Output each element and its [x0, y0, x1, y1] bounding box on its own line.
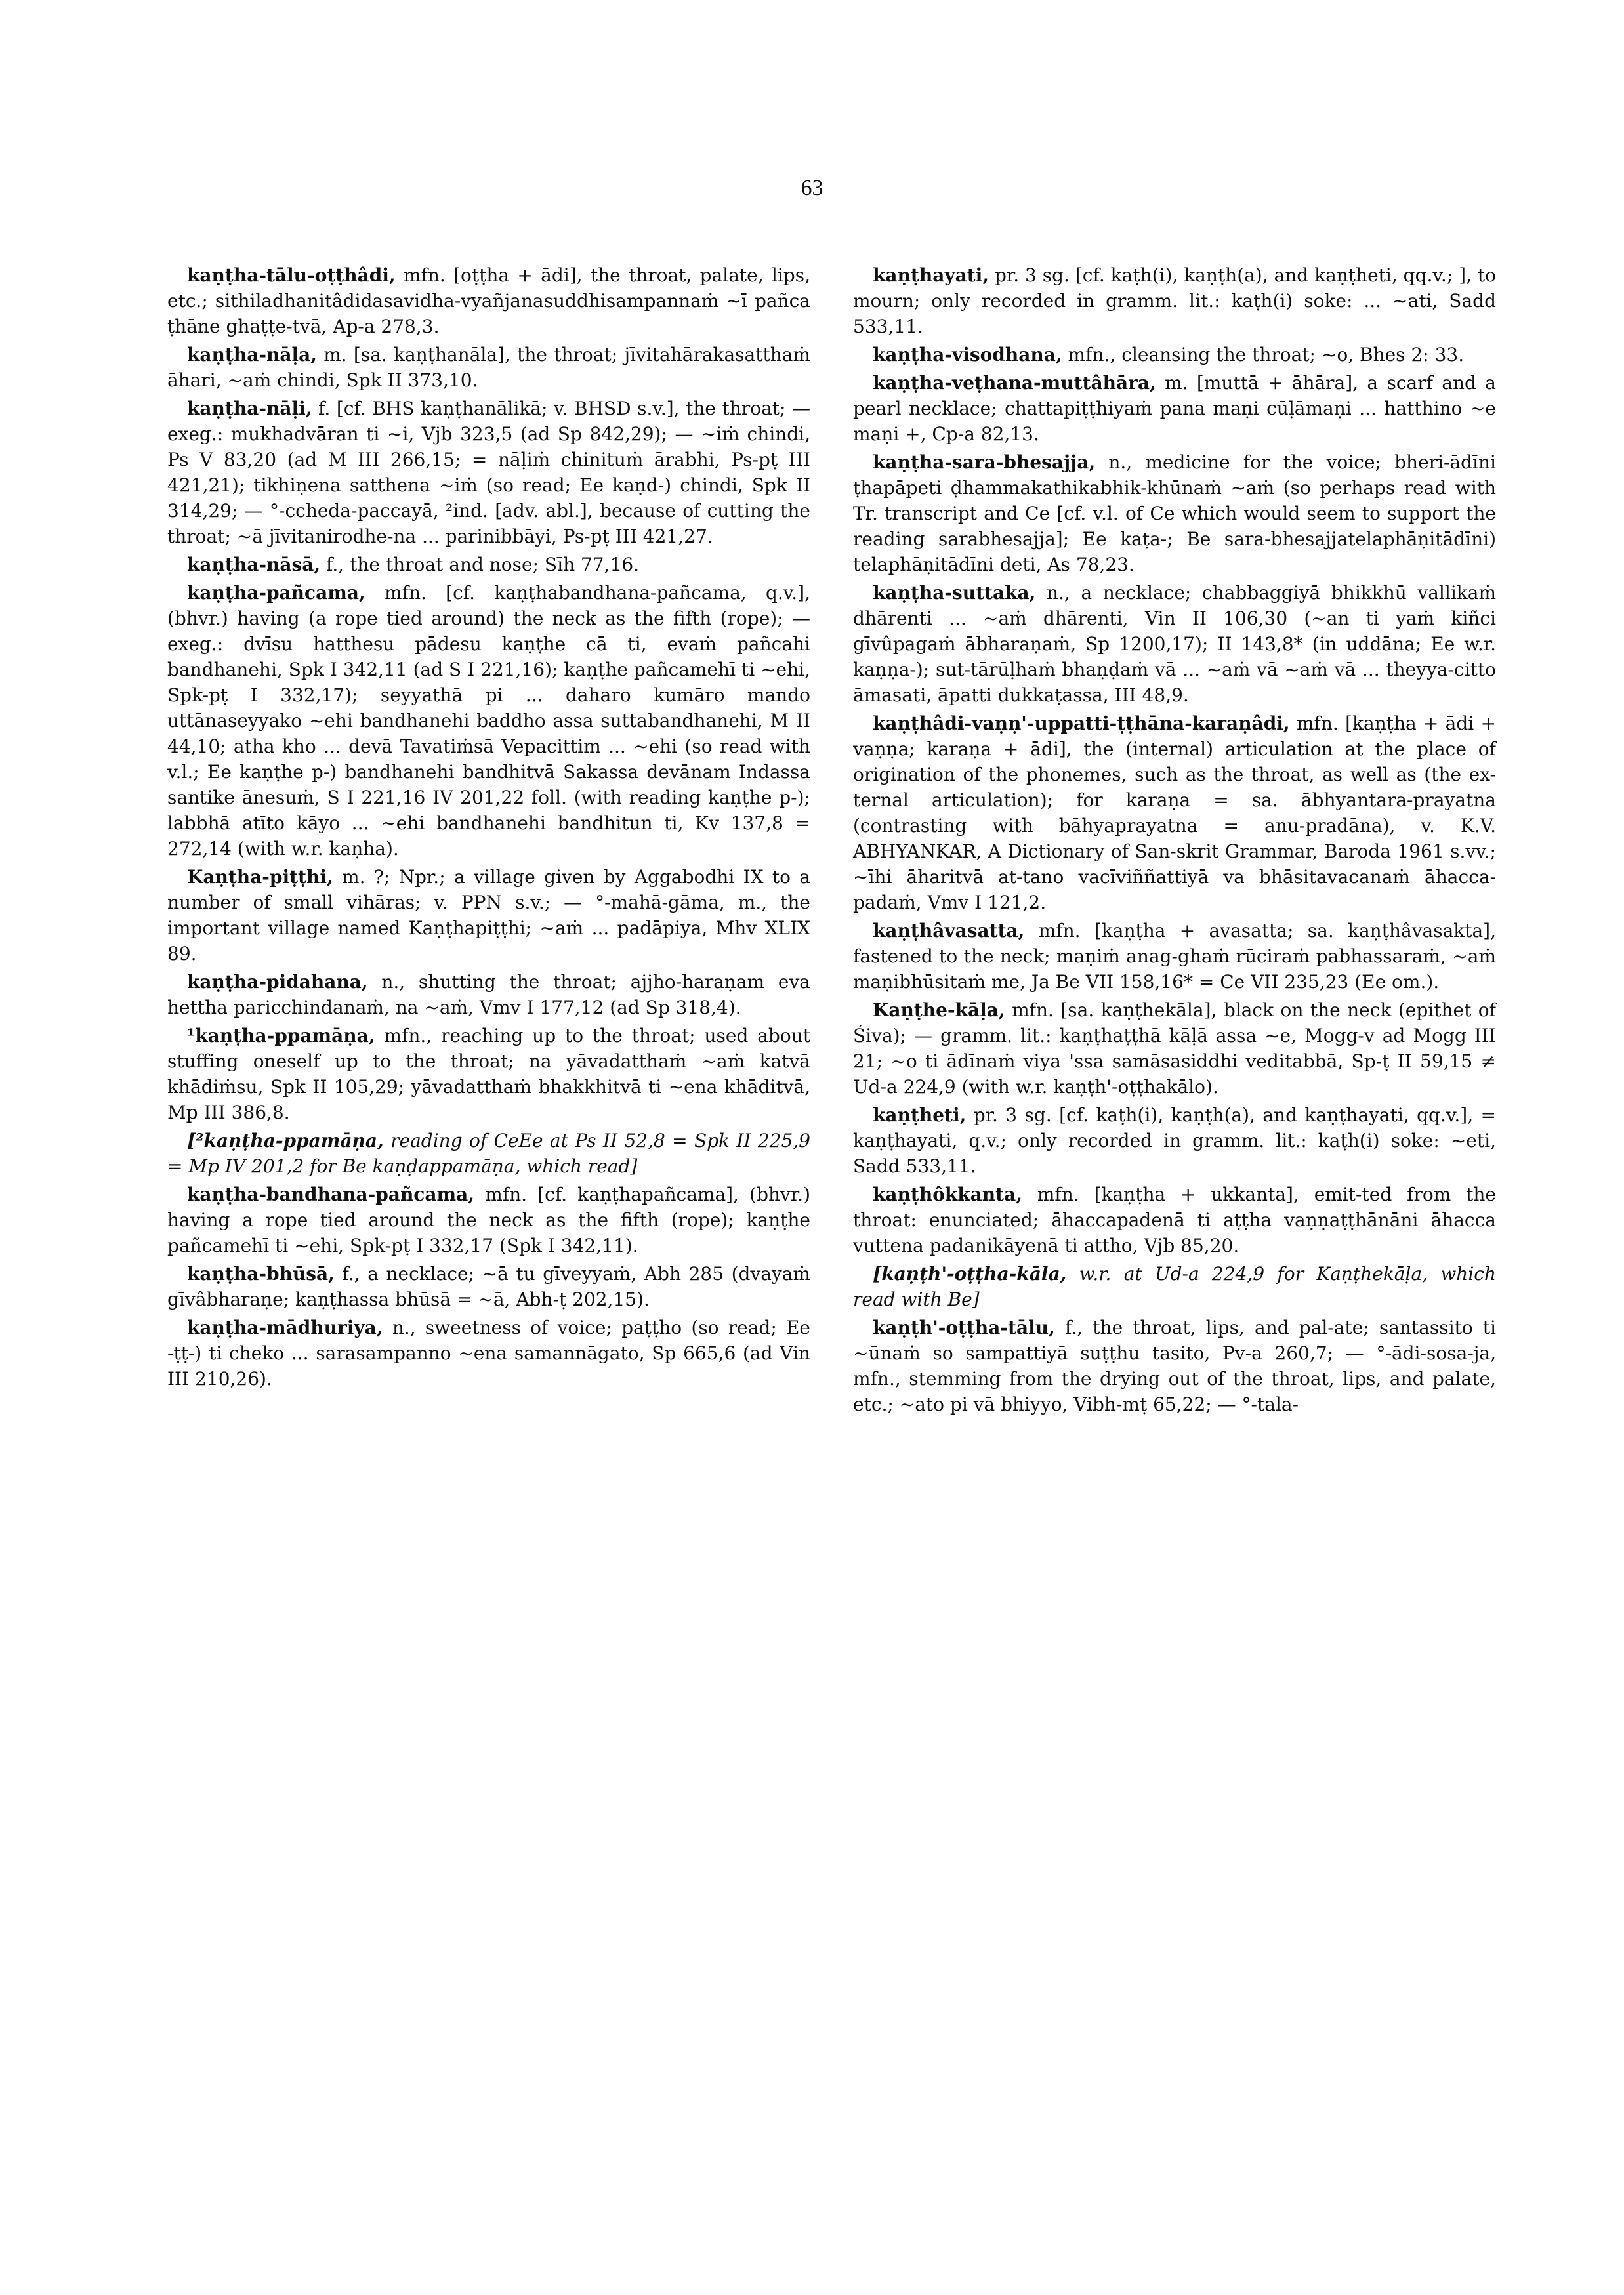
entry-body: f., the throat, lips, and pal-ate; santassito ti ~ūnaṁ so sampattiyā suṭṭhu tasito, Pv-a 260,7; — °-ādi-sosa-ja, mfn., stemming from the drying out of the throat, lips, and palate, etc.; ~ato pi vā bhiyyo, Vibh-mṭ 65,22; — °-tala-	[853, 1317, 1497, 1415]
entry-headword: [²kaṇṭha-ppamāṇa,	[187, 1130, 384, 1151]
entry-body: mfn. [kaṇṭha + avasatta; sa. kaṇṭhâvasakta], fastened to the neck; maṇiṁ anag-ghaṁ rūciraṁ pabhassaraṁ, ~aṁ maṇibhūsitaṁ me, Ja Be VII 158,16* = Ce VII 235,23 (Ee om.).	[853, 920, 1497, 993]
dictionary-entry	[167, 396, 810, 549]
entry-body: f., a necklace; ~ā tu gīveyyaṁ, Abh 285 (dvayaṁ gīvâbharaṇe; kaṇṭhassa bhūsā = ~ā, Abh-ṭ 202,15).	[167, 1263, 810, 1310]
entry-body: n., sweetness of voice; paṭṭho (so read; Ee -ṭṭ-) ti cheko ... sarasampanno ~ena samannāgato, Sp 665,6 (ad Vin III 210,26).	[167, 1317, 811, 1390]
dictionary-entry	[853, 711, 1496, 915]
entry-body: mfn., cleansing the throat; ~o, Bhes 2: 33.	[1068, 344, 1465, 365]
entry-body: mfn. [oṭṭha + ādi], the throat, palate, lips, etc.; sithiladhanitâdidasavidha-vyañjanasuddhisampannaṁ ~ī pañca ṭhāne ghaṭṭe-tvā, Ap-a 278,3.	[167, 264, 810, 337]
entry-body: mfn. [kaṇṭha + ukkanta], emit-ted from the throat: enunciated; āhaccapadenā ti aṭṭha vaṇṇaṭṭhānāni āhacca vuttena padanikāyenā ti attho, Vjb 85,20.	[853, 1184, 1496, 1256]
entry-headword: kaṇṭha-tālu-oṭṭhâdi,	[187, 264, 396, 286]
entry-headword: kaṇṭha-pidahana,	[187, 971, 368, 993]
entry-headword: kaṇṭha-mādhuriya,	[187, 1317, 383, 1338]
entry-headword: kaṇṭha-bhūsā,	[187, 1263, 335, 1285]
entry-body: mfn. [sa. kaṇṭhekāla], black on the neck (epithet of Śiva); — gramm. lit.: kaṇṭhaṭṭhā kāḷā assa ~e, Mogg-v ad Mogg III 21; ~o ti ādīnaṁ viya 'ssa samāsasiddhi veditabbā, Sp-ṭ II 59,15 ≠ Ud-a 224,9 (with w.r. kaṇṭh'-oṭṭhakālo).	[853, 999, 1496, 1098]
entry-body: n., shutting the throat; ajjho-haraṇam eva hettha paricchindanaṁ, na ~aṁ, Vmv I 177,12 (ad Sp 318,4).	[167, 971, 810, 1018]
dictionary-entry	[853, 342, 1496, 367]
entry-body: n., medicine for the voice; bheri-ādīni ṭhapāpeti ḍhammakathikabhik-khūnaṁ ~aṁ (so perhaps read with Tr. transcript and Ce [cf. v.l. of Ce which would seem to support the reading sarabhesajja]; Ee kaṭa-; Be sara-bhesajjatelaphāṇitādīni) telaphāṇitādīni deti, As 78,23.	[853, 451, 1496, 575]
entry-headword: ¹kaṇṭha-ppamāṇa,	[187, 1025, 375, 1046]
entry-headword: kaṇṭha-visodhana,	[873, 344, 1062, 365]
entry-body: f. [cf. BHS kaṇṭhanālikā; v. BHSD s.v.], the throat; — exeg.: mukhadvāran ti ~i, Vjb 323,5 (ad Sp 842,29); — ~iṁ chindi, Ps V 83,20 (ad M III 266,15; = nāḷiṁ chinituṁ ārabhi, Ps-pṭ III 421,21); tikhiṇena satthena ~iṁ (so read; Ee kaṇd-) chindi, Spk II 314,29; — °-ccheda-paccayā, ²ind. [adv. abl.], because of cutting the throat; ~ā jīvitanirodhe-na ... parinibbāyi, Ps-pṭ III 421,27.	[167, 398, 811, 547]
dictionary-entry	[853, 370, 1496, 447]
dictionary-entry	[167, 864, 810, 966]
entry-body: pr. 3 sg. [cf. kaṭh(i), kaṇṭh(a), and kaṇṭhayati, qq.v.], = kaṇṭhayati, q.v.; only recorded in gramm. lit.: kaṭh(i) soke: ~eti, Sadd 533,11.	[853, 1104, 1496, 1177]
entry-body: pr. 3 sg. [cf. kaṭh(i), kaṇṭh(a), and kaṇṭheti, qq.v.; ], to mourn; only recorded in gramm. lit.: kaṭh(i) soke: ... ~ati, Sadd 533,11.	[853, 264, 1497, 337]
entry-headword: kaṇṭha-nāḷi,	[187, 398, 312, 419]
entry-headword: Kaṇṭha-piṭṭhi,	[187, 866, 333, 888]
dictionary-entry	[853, 1182, 1496, 1258]
dictionary-entry	[853, 580, 1496, 708]
page-number: 63	[801, 176, 823, 200]
dictionary-entry	[167, 1023, 810, 1125]
entry-body: n., a necklace; chabbaggiyā bhikkhū vallikaṁ dhārenti ... ~aṁ dhārenti, Vin II 106,30 (~an ti yaṁ kiñci gīvûpagaṁ ābharaṇaṁ, Sp 1200,17); II 143,8* (in uddāna; Ee w.r. kaṇṇa-); sut-tārūḷhaṁ bhaṇḍaṁ vā ... ~aṁ vā ~aṁ vā ... theyya-citto āmasati, āpatti dukkaṭassa, III 48,9.	[853, 582, 1496, 706]
dictionary-entry	[853, 1315, 1496, 1417]
entry-headword: kaṇṭha-suttaka,	[873, 582, 1036, 604]
dictionary-entry	[167, 1128, 810, 1179]
dictionary-entry	[853, 262, 1496, 339]
dictionary-entry	[167, 552, 810, 577]
entry-headword: kaṇṭha-nāḷa,	[187, 344, 317, 365]
entry-headword: kaṇṭhâdi-vaṇṇ'-uppatti-ṭṭhāna-karaṇâdi,	[873, 713, 1290, 734]
dictionary-entry	[167, 342, 810, 393]
entry-headword: [kaṇṭh'-oṭṭha-kāla,	[873, 1263, 1067, 1285]
dictionary-entry	[167, 969, 810, 1020]
entry-headword: kaṇṭha-veṭhana-muttâhāra,	[873, 372, 1156, 394]
entry-body: m. [muttā + āhāra], a scarf and a pearl necklace; chattapiṭṭhiyaṁ pana maṇi cūḷāmaṇi ... hatthino ~e maṇi +, Cp-a 82,13.	[853, 372, 1496, 445]
entry-body: w.r. at Ud-a 224,9 for Kaṇṭhekāḷa, which read with Be]	[853, 1263, 1497, 1310]
dictionary-entry	[853, 449, 1496, 577]
entry-body: mfn. [kaṇṭha + ādi + vaṇṇa; karaṇa + ādi], the (internal) articulation at the place of origination of the phonemes, such as the throat, as well as (the ex-ternal articulation); for karaṇa = sa. ābhyantara-prayatna (contrasting with bāhyaprayatna = anu-pradāna), v. K.V. ABHYANKAR, A Dictionary of San-skrit Grammar, Baroda 1961 s.vv.; ~īhi āharitvā at-tano vacīviññattiyā va bhāsitavacanaṁ āhacca-padaṁ, Vmv I 121,2.	[853, 713, 1496, 913]
entry-body: m. ?; Npr.; a village given by Aggabodhi IX to a number of small vihāras; v. PPN s.v.; — °-mahā-gāma, m., the important village named Kaṇṭhapiṭṭhi; ~aṁ ... padāpiya, Mhv XLIX 89.	[167, 866, 811, 964]
entry-body: mfn., reaching up to the throat; used about stuffing oneself up to the throat; na yāvadatthaṁ ~aṁ katvā khādiṁsu, Spk II 105,29; yāvadatthaṁ bhakkhitvā ti ~ena khāditvā, Mp III 386,8.	[167, 1025, 810, 1123]
dictionary-entry	[167, 580, 810, 861]
entry-headword: kaṇṭhâvasatta,	[873, 920, 1025, 941]
entry-body: reading of CeEe at Ps II 52,8 = Spk II 225,9 = Mp IV 201,2 for Be kaṇḍappamāṇa, which read]	[167, 1130, 810, 1177]
entry-body: f., the throat and nose; Sīh 77,16.	[326, 554, 640, 575]
entry-headword: kaṇṭhôkkanta,	[873, 1184, 1022, 1205]
dictionary-entry	[167, 1261, 810, 1312]
dictionary-entry	[167, 1182, 810, 1258]
entry-body: mfn. [cf. kaṇṭhapañcama], (bhvr.) having a rope tied around the neck as the fifth (rope); kaṇṭhe pañcamehī ti ~ehi, Spk-pṭ I 332,17 (Spk I 342,11).	[167, 1184, 810, 1256]
dictionary-entry	[167, 1315, 810, 1392]
entry-headword: kaṇṭha-bandhana-pañcama,	[187, 1184, 475, 1205]
dictionary-entry	[853, 1261, 1496, 1312]
entry-body: m. [sa. kaṇṭhanāla], the throat; jīvitahārakasatthaṁ āhari, ~aṁ chindi, Spk II 373,10.	[167, 344, 810, 391]
entry-headword: kaṇṭha-nāsā,	[187, 554, 321, 575]
dictionary-entry	[853, 1102, 1496, 1179]
right-column	[853, 262, 1496, 1420]
entry-headword: Kaṇṭhe-kāḷa,	[873, 999, 1005, 1021]
entry-headword: kaṇṭha-pañcama,	[187, 582, 365, 604]
dictionary-entry	[853, 997, 1496, 1100]
entry-headword: kaṇṭheti,	[873, 1104, 967, 1126]
entry-headword: kaṇṭhayati,	[873, 264, 989, 286]
dictionary-entry	[167, 262, 810, 339]
left-column	[167, 262, 810, 1394]
entry-headword: kaṇṭha-sara-bhesajja,	[873, 451, 1096, 473]
entry-body: mfn. [cf. kaṇṭhabandhana-pañcama, q.v.], (bhvr.) having (a rope tied around) the neck as the fifth (rope); — exeg.: dvīsu hatthesu pādesu kaṇṭhe cā ti, evaṁ pañcahi bandhanehi, Spk I 342,11 (ad S I 221,16); kaṇṭhe pañcamehī ti ~ehi, Spk-pṭ I 332,17); seyyathā pi ... daharo kumāro mando uttānaseyyako ~ehi bandhanehi baddho assa suttabandhanehi, M II 44,10; atha kho ... devā Tavatiṁsā Vepacittim ... ~ehi (so read with v.l.; Ee kaṇṭhe p-) bandhanehi bandhitvā Sakassa devānam Indassa santike ānesuṁ, S I 221,16 IV 201,22 foll. (with reading kaṇṭhe p-); labbhā atīto kāyo ... ~ehi bandhanehi bandhitun ti, Kv 137,8 = 272,14 (with w.r. kaṇha).	[167, 582, 811, 859]
dictionary-entry	[853, 918, 1496, 995]
entry-headword: kaṇṭh'-oṭṭha-tālu,	[873, 1317, 1055, 1338]
